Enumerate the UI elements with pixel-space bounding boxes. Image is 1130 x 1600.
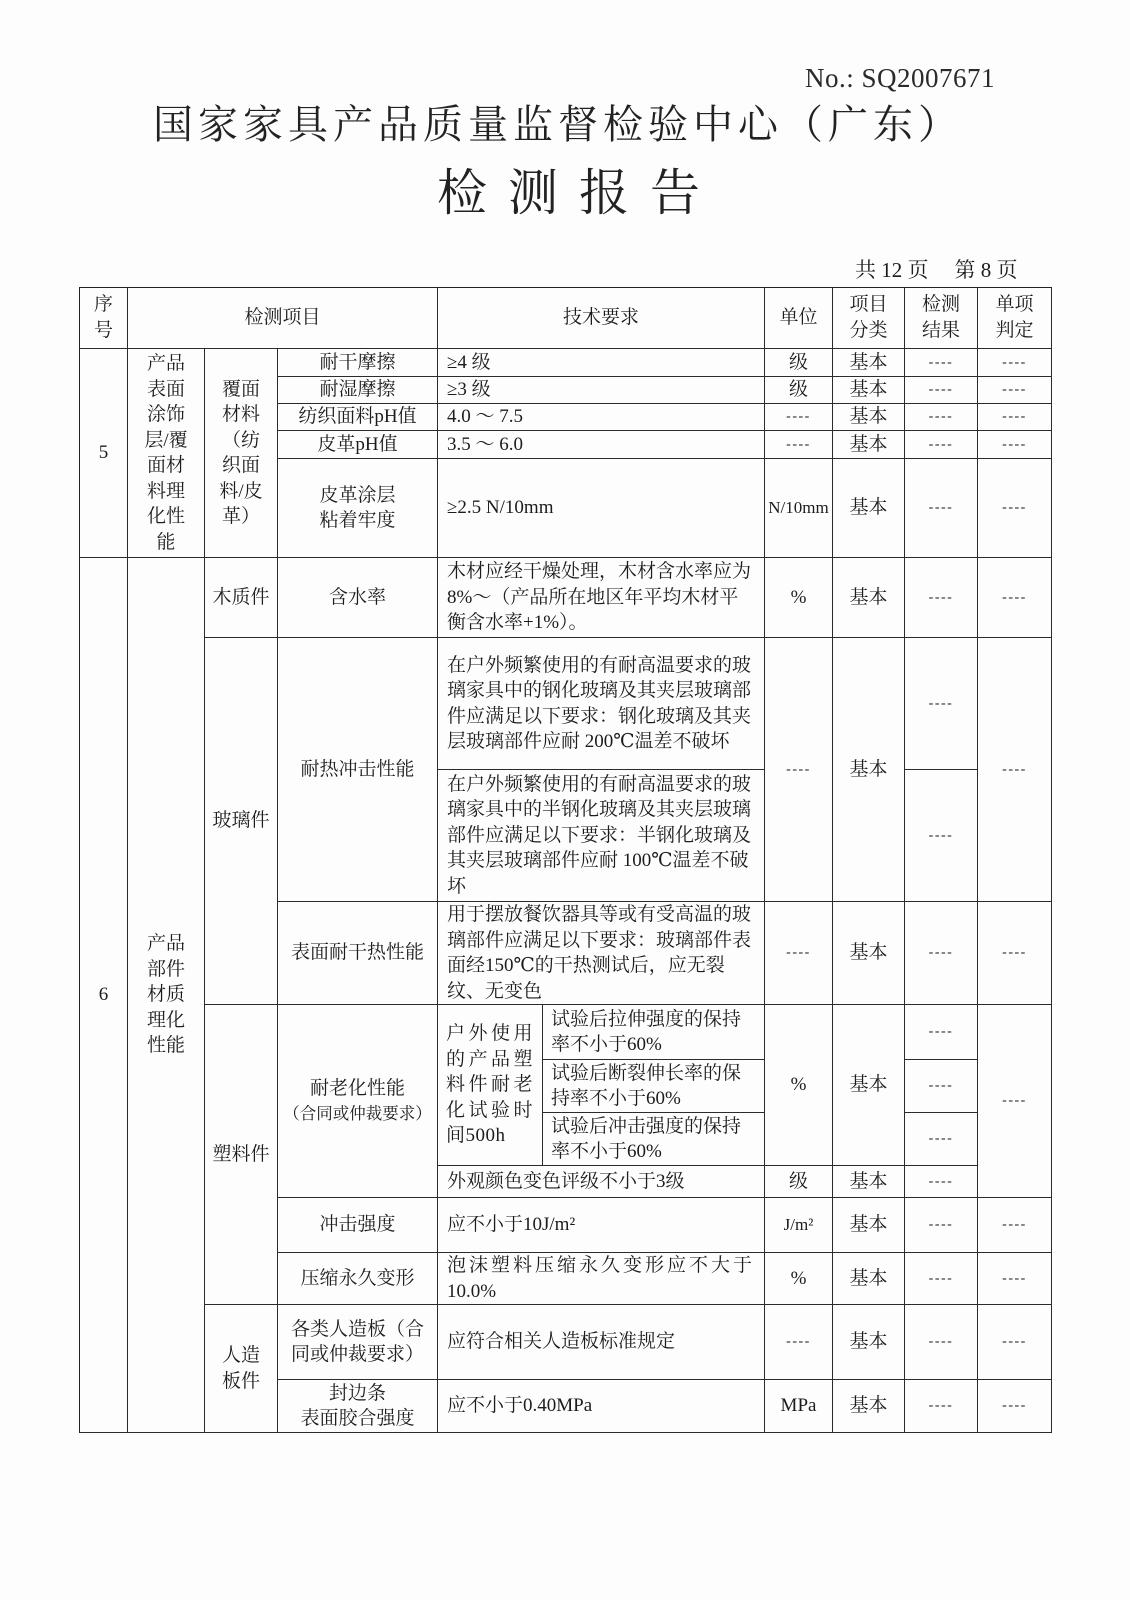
plastic-aging-condition: 户外使用的产品塑料件耐老化试验时间500h bbox=[438, 1005, 543, 1166]
panel-boards-result: ---- bbox=[905, 1305, 978, 1380]
plastic-compression-item: 压缩永久变形 bbox=[278, 1253, 438, 1305]
header-test-item: 检测项目 bbox=[128, 288, 438, 349]
plastic-aging-requirement: 试验后冲击强度的保持率不小于60% bbox=[543, 1113, 765, 1166]
panel-boards-category: 基本 bbox=[833, 1305, 905, 1380]
plastic-compression-requirement: 泡沫塑料压缩永久变形应不大于10.0% bbox=[438, 1253, 765, 1305]
plastic-aging-result: ---- bbox=[905, 1113, 978, 1166]
row5-result: ---- bbox=[905, 431, 978, 459]
report-subtitle: 检测报告 bbox=[437, 165, 721, 221]
row5-unit: N/10mm bbox=[765, 459, 833, 558]
item-line: 皮革涂层 bbox=[319, 484, 396, 506]
row6-group: 产品部件材质理化性能 bbox=[128, 558, 205, 1433]
row5-category: 基本 bbox=[833, 459, 905, 558]
plastic-aging-category: 基本 bbox=[833, 1005, 905, 1166]
plastic-aging-item bbox=[278, 1005, 438, 1198]
row5-judgement: ---- bbox=[978, 404, 1052, 431]
plastic-aging-requirement: 试验后拉伸强度的保持率不小于60% bbox=[543, 1005, 765, 1060]
wood-unit: % bbox=[765, 558, 833, 638]
plastic-appearance-unit: 级 bbox=[765, 1166, 833, 1198]
glass-dry-heat-item: 表面耐干热性能 bbox=[278, 902, 438, 1005]
panel-edge-category: 基本 bbox=[833, 1380, 905, 1433]
wood-item: 含水率 bbox=[278, 558, 438, 638]
test-results-table bbox=[79, 287, 1052, 1433]
row5-category: 基本 bbox=[833, 377, 905, 404]
row5-judgement: ---- bbox=[978, 431, 1052, 459]
wood-requirement: 木材应经干燥处理，木材含水率应为8%～（产品所在地区年平均木材平衡含水率+1%）。 bbox=[438, 558, 765, 638]
row5-category: 基本 bbox=[833, 404, 905, 431]
row5-item: 耐湿摩擦 bbox=[278, 377, 438, 404]
glass-part: 玻璃件 bbox=[205, 638, 278, 1005]
row5-unit: ---- bbox=[765, 431, 833, 459]
row5-requirement: ≥3 级 bbox=[438, 377, 765, 404]
row5-item: 皮革pH值 bbox=[278, 431, 438, 459]
plastic-part: 塑料件 bbox=[205, 1005, 278, 1305]
header-judgement: 单项判定 bbox=[978, 288, 1052, 349]
plastic-impact-category: 基本 bbox=[833, 1198, 905, 1253]
panel-boards-unit: ---- bbox=[765, 1305, 833, 1380]
row5-result: ---- bbox=[905, 349, 978, 377]
pagination bbox=[855, 254, 1018, 284]
row5-subgroup: 覆面材料（纺织面料/皮革） bbox=[205, 349, 278, 558]
row5-item bbox=[278, 459, 438, 558]
row5-requirement: ≥4 级 bbox=[438, 349, 765, 377]
wood-judgement: ---- bbox=[978, 558, 1052, 638]
plastic-compression-category: 基本 bbox=[833, 1253, 905, 1305]
plastic-compression-result: ---- bbox=[905, 1253, 978, 1305]
row5-category: 基本 bbox=[833, 349, 905, 377]
item-line: 封边条 bbox=[328, 1382, 386, 1404]
wood-result: ---- bbox=[905, 558, 978, 638]
plastic-aging-result: ---- bbox=[905, 1060, 978, 1113]
glass-dry-heat-unit: ---- bbox=[765, 902, 833, 1005]
plastic-impact-item: 冲击强度 bbox=[278, 1198, 438, 1253]
glass-heat-shock-judgement: ---- bbox=[978, 638, 1052, 902]
report-number: No.: SQ2007671 bbox=[805, 63, 996, 93]
plastic-appearance-category: 基本 bbox=[833, 1166, 905, 1198]
panel-edge-item bbox=[278, 1380, 438, 1433]
glass-heat-shock-result: ---- bbox=[905, 770, 978, 902]
row5-judgement: ---- bbox=[978, 377, 1052, 404]
panel-boards-judgement: ---- bbox=[978, 1305, 1052, 1380]
item-line: 表面胶合强度 bbox=[300, 1408, 415, 1429]
plastic-impact-judgement: ---- bbox=[978, 1198, 1052, 1253]
glass-heat-shock-requirement: 在户外频繁使用的有耐高温要求的玻璃家具中的钢化玻璃及其夹层玻璃部件应满足以下要求：钢化玻璃及其夹层玻璃部件应耐 200℃温差不破坏 bbox=[438, 638, 765, 770]
header-category: 项目分类 bbox=[833, 288, 905, 349]
row5-item: 纺织面料pH值 bbox=[278, 404, 438, 431]
glass-dry-heat-category: 基本 bbox=[833, 902, 905, 1005]
plastic-aging-unit: % bbox=[765, 1005, 833, 1166]
wood-category: 基本 bbox=[833, 558, 905, 638]
row5-unit: 级 bbox=[765, 349, 833, 377]
header-requirement: 技术要求 bbox=[438, 288, 765, 349]
plastic-aging-result: ---- bbox=[905, 1005, 978, 1060]
plastic-impact-unit: J/m² bbox=[765, 1198, 833, 1253]
item-line: 耐老化性能 bbox=[309, 1077, 405, 1099]
item-line: 粘着牢度 bbox=[319, 510, 396, 531]
glass-heat-shock-requirement: 在户外频繁使用的有耐高温要求的玻璃家具中的半钢化玻璃及其夹层玻璃部件应满足以下要求：半钢化玻璃及其夹层玻璃部件应耐 100℃温差不破坏 bbox=[438, 770, 765, 902]
glass-heat-shock-item: 耐热冲击性能 bbox=[278, 638, 438, 902]
panel-edge-requirement: 应不小于0.40MPa bbox=[438, 1380, 765, 1433]
page-total: 共 12 页 bbox=[855, 258, 929, 282]
header-seq: 序号 bbox=[80, 288, 128, 349]
page-current: 第 8 页 bbox=[954, 258, 1018, 282]
panel-boards-item: 各类人造板（合同或仲裁要求） bbox=[278, 1305, 438, 1380]
wood-part: 木质件 bbox=[205, 558, 278, 638]
plastic-aging-requirement: 试验后断裂伸长率的保持率不小于60% bbox=[543, 1060, 765, 1113]
panel-edge-result: ---- bbox=[905, 1380, 978, 1433]
row5-requirement: 3.5 ～ 6.0 bbox=[438, 431, 765, 459]
row5-unit: ---- bbox=[765, 404, 833, 431]
plastic-aging-judgement: ---- bbox=[978, 1005, 1052, 1198]
row5-judgement: ---- bbox=[978, 459, 1052, 558]
header-unit: 单位 bbox=[765, 288, 833, 349]
row5-seq: 5 bbox=[80, 349, 128, 558]
panel-part: 人造板件 bbox=[205, 1305, 278, 1433]
plastic-impact-requirement: 应不小于10J/m² bbox=[438, 1198, 765, 1253]
glass-dry-heat-judgement: ---- bbox=[978, 902, 1052, 1005]
row5-judgement: ---- bbox=[978, 349, 1052, 377]
plastic-compression-judgement: ---- bbox=[978, 1253, 1052, 1305]
plastic-impact-result: ---- bbox=[905, 1198, 978, 1253]
glass-dry-heat-result: ---- bbox=[905, 902, 978, 1005]
panel-edge-judgement: ---- bbox=[978, 1380, 1052, 1433]
plastic-appearance-requirement: 外观颜色变色评级不小于3级 bbox=[438, 1166, 765, 1198]
panel-boards-requirement: 应符合相关人造板标准规定 bbox=[438, 1305, 765, 1380]
panel-edge-unit: MPa bbox=[765, 1380, 833, 1433]
glass-heat-shock-result: ---- bbox=[905, 638, 978, 770]
glass-heat-shock-category: 基本 bbox=[833, 638, 905, 902]
page-title: 国家家具产品质量监督检验中心（广东） bbox=[153, 102, 963, 147]
row5-item: 耐干摩擦 bbox=[278, 349, 438, 377]
row5-result: ---- bbox=[905, 377, 978, 404]
plastic-appearance-result: ---- bbox=[905, 1166, 978, 1198]
plastic-compression-unit: % bbox=[765, 1253, 833, 1305]
header-result: 检测结果 bbox=[905, 288, 978, 349]
item-note: （合同或仲裁要求） bbox=[283, 1104, 432, 1123]
row5-category: 基本 bbox=[833, 431, 905, 459]
row5-group: 产品表面涂饰层/覆面材料理化性能 bbox=[128, 349, 205, 558]
row6-seq: 6 bbox=[80, 558, 128, 1433]
glass-dry-heat-requirement: 用于摆放餐饮器具等或有受高温的玻璃部件应满足以下要求：玻璃部件表面经150℃的干热测试后，应无裂纹、无变色 bbox=[438, 902, 765, 1005]
row5-unit: 级 bbox=[765, 377, 833, 404]
glass-heat-shock-unit: ---- bbox=[765, 638, 833, 902]
row5-requirement: ≥2.5 N/10mm bbox=[438, 459, 765, 558]
row5-requirement: 4.0 ～ 7.5 bbox=[438, 404, 765, 431]
row5-result: ---- bbox=[905, 459, 978, 558]
row5-result: ---- bbox=[905, 404, 978, 431]
